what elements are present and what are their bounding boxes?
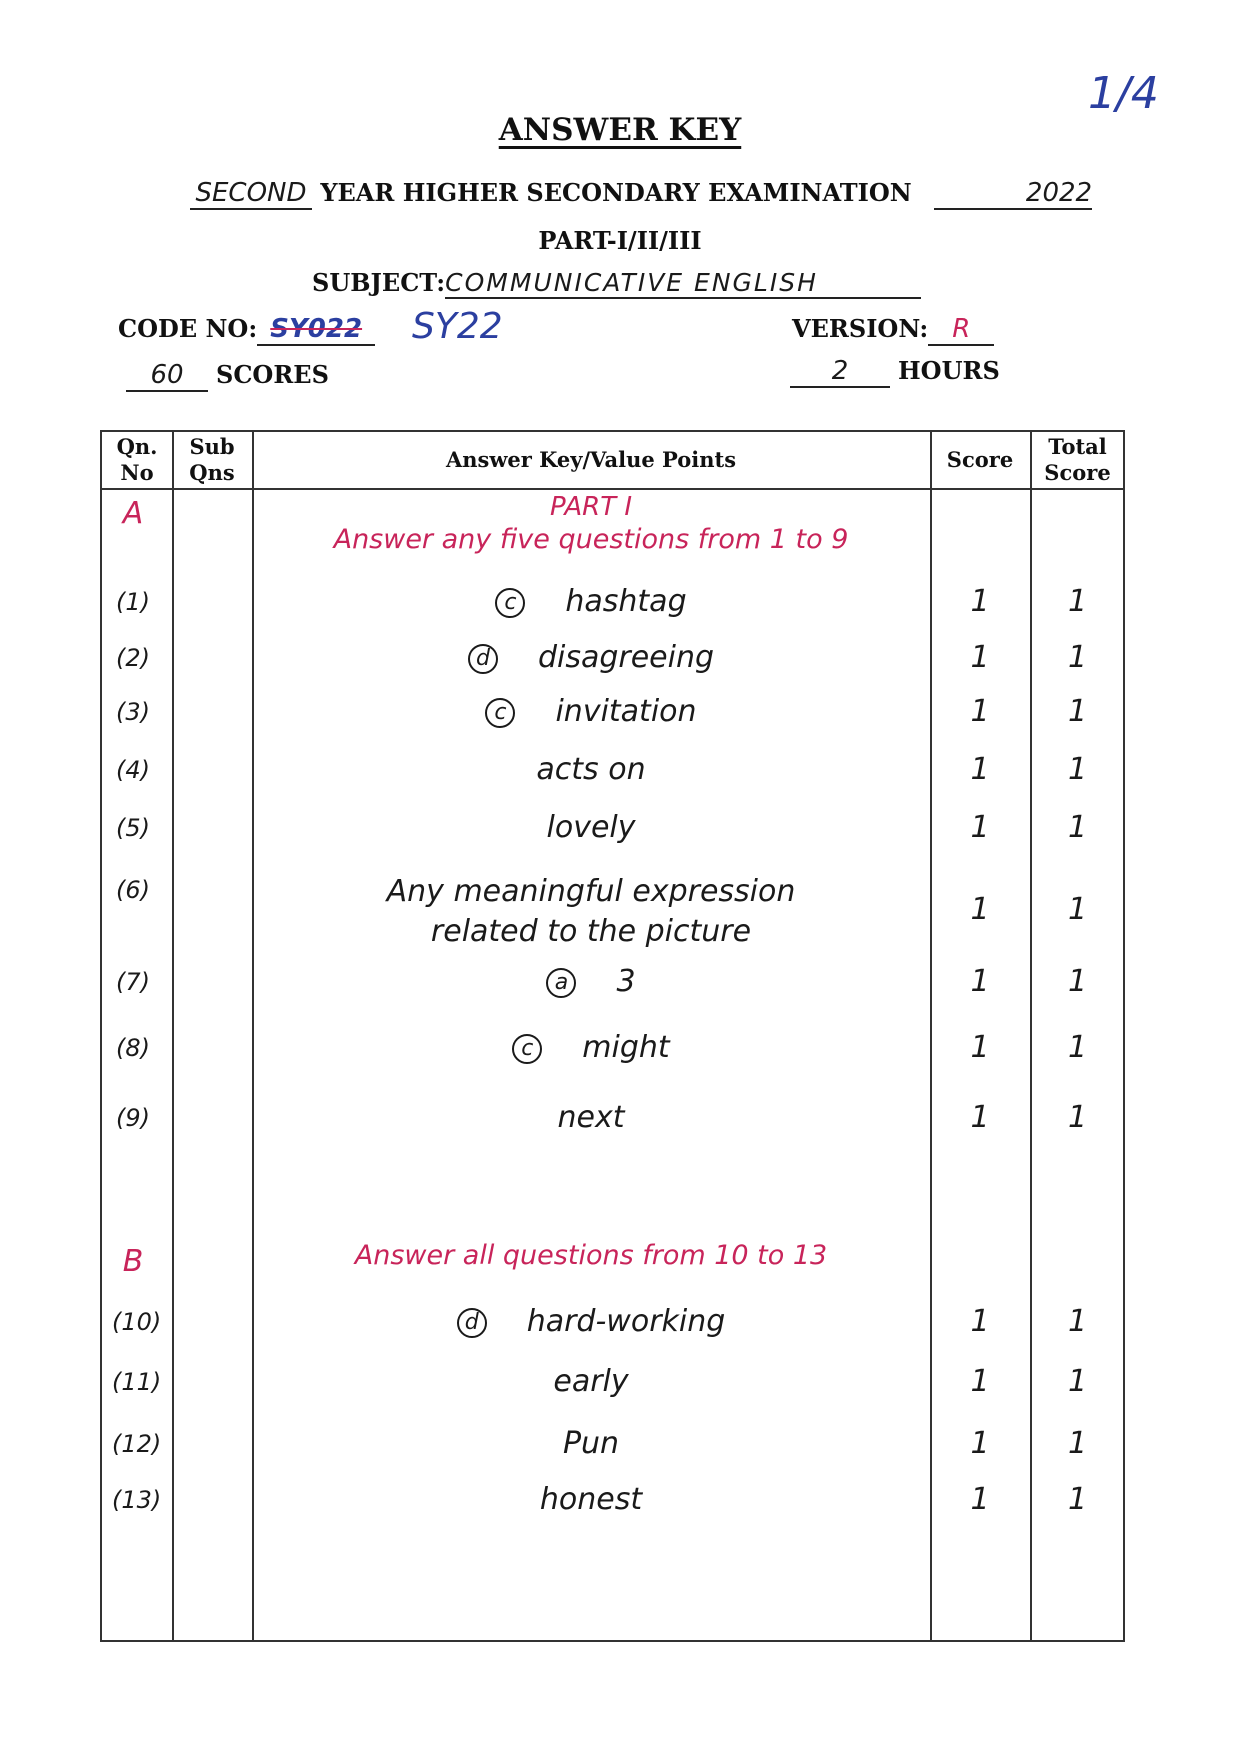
score-value: 1: [970, 1304, 990, 1339]
code-value: SY22: [412, 306, 503, 347]
answer-cell: [252, 1304, 930, 1339]
score-value: 1: [970, 892, 990, 927]
score-value: 1: [970, 584, 990, 619]
scores-label: SCORES: [216, 360, 329, 389]
question-number: (12): [112, 1430, 162, 1458]
total-score-value: 1: [1067, 1482, 1088, 1517]
question-number: (7): [116, 968, 150, 996]
total-score-value: 1: [1067, 640, 1088, 675]
total-score-value: 1: [1067, 1426, 1088, 1461]
option-circle: c: [485, 698, 515, 728]
version-value: R: [928, 314, 994, 346]
section-a-instruction: Answer any five questions from 1 to 9: [333, 524, 849, 555]
answer-table: [100, 430, 1125, 1642]
answer-text: 3: [616, 964, 636, 999]
total-score-value: 1: [1067, 694, 1088, 729]
part-title: PART I: [549, 492, 633, 522]
question-number: (5): [116, 814, 150, 842]
option-circle: d: [468, 644, 498, 674]
option-circle: a: [546, 968, 576, 998]
answer-text: hard-working: [526, 1304, 726, 1339]
total-score-value: 1: [1067, 584, 1088, 619]
scores-line: [126, 360, 329, 392]
hours-line: [790, 356, 1000, 388]
answer-cell: [252, 1482, 930, 1517]
subject-value: COMMUNICATIVE ENGLISH: [445, 268, 921, 299]
question-number: (11): [112, 1368, 162, 1396]
score-value: 1: [970, 1426, 990, 1461]
answer-cell: [252, 1426, 930, 1461]
total-score-value: 1: [1067, 1304, 1088, 1339]
hours-label: HOURS: [898, 356, 1000, 385]
score-value: 1: [970, 1482, 990, 1517]
score-value: 1: [970, 1100, 990, 1135]
answer-cell: [252, 1364, 930, 1399]
section-a-label: A: [122, 496, 144, 531]
answer-cell: [252, 1100, 930, 1135]
answer-text-line2: related to the picture: [430, 914, 752, 949]
col-divider: [172, 432, 174, 1640]
score-value: 1: [970, 752, 990, 787]
answer-cell: [252, 1030, 930, 1065]
answer-text: Pun: [562, 1426, 620, 1461]
answer-text: Any meaningful expression: [386, 874, 796, 909]
header-divider: [102, 488, 1123, 490]
section-b-label: B: [122, 1244, 144, 1279]
answer-cell: [252, 584, 930, 619]
total-score-value: 1: [1067, 1030, 1088, 1065]
answer-text: early: [553, 1364, 629, 1399]
option-circle: c: [512, 1034, 542, 1064]
year-value: SECOND: [190, 178, 312, 210]
answer-cell: [252, 640, 930, 675]
page-number: 1/4: [1088, 68, 1159, 119]
exam-line: [190, 178, 1092, 210]
answer-cell: [252, 810, 930, 845]
version-line: [792, 314, 994, 346]
question-number: (6): [116, 876, 150, 904]
total-score-value: 1: [1067, 752, 1088, 787]
score-value: 1: [970, 964, 990, 999]
option-circle: c: [495, 588, 525, 618]
question-number: (2): [116, 644, 150, 672]
question-number: (13): [112, 1486, 162, 1514]
part-label: PART-I/II/III: [538, 226, 702, 255]
question-number: (3): [116, 698, 150, 726]
code-scribble: SY022: [257, 314, 375, 346]
total-score-value: 1: [1067, 892, 1088, 927]
score-value: 1: [970, 1364, 990, 1399]
answer-cell: [252, 964, 930, 999]
score-value: 1: [970, 694, 990, 729]
total-score-value: 1: [1067, 1100, 1088, 1135]
question-number: (4): [116, 756, 150, 784]
answer-cell: [252, 872, 930, 952]
option-circle: d: [457, 1308, 487, 1338]
col-header-qn: Qn. No: [116, 434, 158, 485]
question-number: (1): [116, 588, 150, 616]
answer-text: invitation: [555, 694, 697, 729]
scores-value: 60: [126, 360, 208, 392]
answer-text: lovely: [546, 810, 636, 845]
total-score-value: 1: [1067, 1364, 1088, 1399]
total-score-value: 1: [1067, 810, 1088, 845]
question-number: (9): [116, 1104, 150, 1132]
answer-cell: [252, 694, 930, 729]
exam-year: 2022: [934, 178, 1092, 210]
subject-label: SUBJECT:: [312, 268, 446, 297]
answer-text: acts on: [536, 752, 646, 787]
answer-text: honest: [539, 1482, 643, 1517]
code-line: [118, 314, 375, 346]
section-b-instruction: Answer all questions from 10 to 13: [354, 1240, 828, 1271]
exam-label: YEAR HIGHER SECONDARY EXAMINATION: [320, 178, 912, 207]
code-label: CODE NO:: [118, 314, 258, 343]
hours-value: 2: [790, 356, 890, 388]
question-number: (8): [116, 1034, 150, 1062]
score-value: 1: [970, 640, 990, 675]
answer-cell: [252, 752, 930, 787]
answer-text: hashtag: [565, 584, 687, 619]
total-score-value: 1: [1067, 964, 1088, 999]
page-title: [0, 112, 1240, 148]
col-header-sub: Sub Qns: [189, 434, 235, 485]
question-number: (10): [112, 1308, 162, 1336]
col-header-total: Total Score: [1044, 434, 1111, 485]
answer-text: next: [557, 1100, 625, 1135]
col-header-answer: Answer Key/Value Points: [445, 447, 737, 472]
version-label: VERSION:: [792, 314, 929, 343]
title-text: ANSWER KEY: [498, 112, 742, 148]
subject-line: [312, 268, 921, 299]
col-header-score: Score: [946, 447, 1014, 472]
answer-text: might: [582, 1030, 670, 1065]
score-value: 1: [970, 810, 990, 845]
score-value: 1: [970, 1030, 990, 1065]
answer-text: disagreeing: [537, 640, 715, 675]
